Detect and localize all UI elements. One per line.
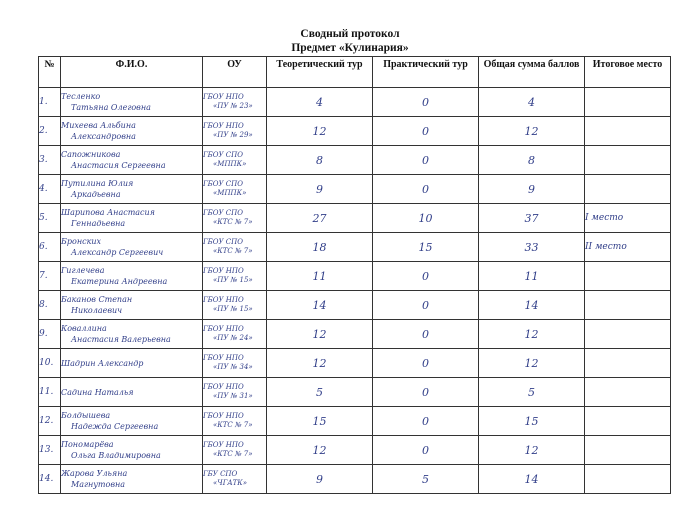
school-name bbox=[203, 175, 267, 204]
school-name bbox=[203, 436, 267, 465]
participant-name bbox=[61, 349, 203, 378]
school-name bbox=[203, 349, 267, 378]
participant-name-line2: Екатерина Андреевна bbox=[71, 277, 168, 286]
school-name-line2: «КТС № 7» bbox=[213, 247, 253, 255]
participant-name-line2: Татьяна Олеговна bbox=[71, 103, 151, 112]
participant-name-line1: Сапожникова bbox=[61, 150, 121, 159]
school-name-line1: ГБУ СПО bbox=[203, 470, 238, 478]
final-place bbox=[585, 291, 671, 320]
participant-name bbox=[61, 233, 203, 262]
row-number: 12. bbox=[39, 407, 61, 436]
final-place bbox=[585, 349, 671, 378]
participant-name-line2: Александровна bbox=[71, 132, 136, 141]
participant-name-line2: Николаевич bbox=[71, 306, 123, 315]
practice-score: 0 bbox=[373, 291, 479, 320]
theory-score: 8 bbox=[267, 146, 373, 175]
participant-name bbox=[61, 436, 203, 465]
total-score: 12 bbox=[479, 436, 585, 465]
practice-score: 10 bbox=[373, 204, 479, 233]
row-number: 11. bbox=[39, 378, 61, 407]
participant-name-line1: Пономарёва bbox=[61, 440, 114, 449]
final-place bbox=[585, 378, 671, 407]
total-score: 9 bbox=[479, 175, 585, 204]
row-number: 10. bbox=[39, 349, 61, 378]
row-number: 8. bbox=[39, 291, 61, 320]
school-name-line1: ГБОУ НПО bbox=[203, 122, 244, 130]
header-total: Общая сумма баллов bbox=[479, 57, 585, 88]
school-name-line2: «КТС № 7» bbox=[213, 421, 253, 429]
theory-score: 9 bbox=[267, 465, 373, 494]
practice-score: 0 bbox=[373, 117, 479, 146]
participant-name-line2: Геннадьевна bbox=[71, 219, 126, 228]
school-name-line2: «МППК» bbox=[213, 160, 247, 168]
school-name-line2: «ПУ № 29» bbox=[213, 131, 253, 139]
table-row bbox=[39, 175, 671, 204]
participant-name-line1: Тесленко bbox=[61, 92, 101, 101]
table-row bbox=[39, 436, 671, 465]
final-place: II место bbox=[585, 233, 671, 262]
total-score: 14 bbox=[479, 291, 585, 320]
header-num: № bbox=[39, 57, 61, 88]
table-row bbox=[39, 465, 671, 494]
participant-name bbox=[61, 378, 203, 407]
theory-score: 5 bbox=[267, 378, 373, 407]
table-row bbox=[39, 291, 671, 320]
school-name-line1: ГБОУ НПО bbox=[203, 441, 244, 449]
final-place bbox=[585, 146, 671, 175]
school-name-line1: ГБОУ НПО bbox=[203, 325, 244, 333]
table-row bbox=[39, 320, 671, 349]
final-place: I место bbox=[585, 204, 671, 233]
participant-name-line2: Анастасия Валерьевна bbox=[71, 335, 171, 344]
row-number: 1. bbox=[39, 88, 61, 117]
theory-score: 18 bbox=[267, 233, 373, 262]
school-name bbox=[203, 204, 267, 233]
total-score: 15 bbox=[479, 407, 585, 436]
participant-name-line1: Коваллина bbox=[61, 324, 107, 333]
participant-name bbox=[61, 146, 203, 175]
theory-score: 12 bbox=[267, 436, 373, 465]
participant-name bbox=[61, 117, 203, 146]
row-number: 13. bbox=[39, 436, 61, 465]
school-name-line1: ГБОУ СПО bbox=[203, 180, 244, 188]
row-number: 14. bbox=[39, 465, 61, 494]
total-score: 14 bbox=[479, 465, 585, 494]
school-name-line1: ГБОУ СПО bbox=[203, 209, 244, 217]
participant-name-line1: Гиглечева bbox=[61, 266, 105, 275]
practice-score: 0 bbox=[373, 349, 479, 378]
table-row bbox=[39, 262, 671, 291]
document-subject: Предмет «Кулинария» bbox=[291, 42, 409, 54]
row-number: 9. bbox=[39, 320, 61, 349]
final-place bbox=[585, 436, 671, 465]
participant-name bbox=[61, 204, 203, 233]
school-name-line2: «ПУ № 24» bbox=[213, 334, 253, 342]
theory-score: 12 bbox=[267, 117, 373, 146]
theory-score: 11 bbox=[267, 262, 373, 291]
school-name bbox=[203, 291, 267, 320]
participant-name-line1: Михеева Альбина bbox=[61, 121, 136, 130]
school-name bbox=[203, 146, 267, 175]
row-number: 3. bbox=[39, 146, 61, 175]
total-score: 12 bbox=[479, 349, 585, 378]
practice-score: 15 bbox=[373, 233, 479, 262]
theory-score: 12 bbox=[267, 349, 373, 378]
school-name bbox=[203, 88, 267, 117]
total-score: 37 bbox=[479, 204, 585, 233]
final-place bbox=[585, 407, 671, 436]
school-name-line1: ГБОУ СПО bbox=[203, 151, 244, 159]
results-table bbox=[38, 56, 671, 494]
final-place bbox=[585, 175, 671, 204]
school-name-line2: «ПУ № 23» bbox=[213, 102, 253, 110]
document-title: Сводный протокол bbox=[300, 28, 400, 40]
practice-score: 0 bbox=[373, 378, 479, 407]
participant-name-line1: Путилина Юлия bbox=[61, 179, 134, 188]
participant-name-line2: Надежда Сергеевна bbox=[71, 422, 159, 431]
table-header-row bbox=[39, 57, 671, 88]
school-name-line1: ГБОУ НПО bbox=[203, 267, 244, 275]
total-score: 33 bbox=[479, 233, 585, 262]
participant-name-line2: Александр Сергеевич bbox=[71, 248, 164, 257]
participant-name bbox=[61, 407, 203, 436]
participant-name-line1: Бронских bbox=[61, 237, 102, 246]
participant-name-line1: Шадрин Александр bbox=[61, 358, 144, 368]
practice-score: 0 bbox=[373, 146, 479, 175]
practice-score: 0 bbox=[373, 88, 479, 117]
participant-name bbox=[61, 465, 203, 494]
table-row bbox=[39, 349, 671, 378]
participant-name-line1: Жарова Ульяна bbox=[61, 469, 128, 478]
participant-name-line2: Ольга Владимировна bbox=[71, 451, 161, 460]
school-name-line1: ГБОУ НПО bbox=[203, 296, 244, 304]
participant-name bbox=[61, 262, 203, 291]
participant-name-line2: Анастасия Сергеевна bbox=[71, 161, 166, 170]
participant-name-line2: Магнутовна bbox=[71, 480, 126, 489]
row-number: 2. bbox=[39, 117, 61, 146]
table-row bbox=[39, 378, 671, 407]
theory-score: 12 bbox=[267, 320, 373, 349]
school-name-line2: «МППК» bbox=[213, 189, 247, 197]
school-name-line1: ГБОУ СПО bbox=[203, 238, 244, 246]
school-name-line1: ГБОУ НПО bbox=[203, 93, 244, 101]
school-name-line2: «ЧГАТК» bbox=[213, 479, 247, 487]
school-name bbox=[203, 320, 267, 349]
school-name bbox=[203, 117, 267, 146]
row-number: 6. bbox=[39, 233, 61, 262]
school-name-line2: «ПУ № 15» bbox=[213, 305, 253, 313]
school-name bbox=[203, 262, 267, 291]
header-practice: Практический тур bbox=[373, 57, 479, 88]
theory-score: 27 bbox=[267, 204, 373, 233]
total-score: 4 bbox=[479, 88, 585, 117]
final-place bbox=[585, 117, 671, 146]
participant-name bbox=[61, 175, 203, 204]
practice-score: 0 bbox=[373, 320, 479, 349]
participant-name-line2: Аркадьевна bbox=[71, 190, 121, 199]
row-number: 4. bbox=[39, 175, 61, 204]
total-score: 8 bbox=[479, 146, 585, 175]
theory-score: 4 bbox=[267, 88, 373, 117]
header-theory: Теоретический тур bbox=[267, 57, 373, 88]
school-name-line2: «КТС № 7» bbox=[213, 450, 253, 458]
school-name-line1: ГБОУ НПО bbox=[203, 412, 244, 420]
participant-name-line1: Болдышева bbox=[61, 411, 111, 420]
school-name-line2: «КТС № 7» bbox=[213, 218, 253, 226]
final-place bbox=[585, 262, 671, 291]
participant-name bbox=[61, 291, 203, 320]
total-score: 11 bbox=[479, 262, 585, 291]
theory-score: 14 bbox=[267, 291, 373, 320]
practice-score: 0 bbox=[373, 262, 479, 291]
school-name-line1: ГБОУ НПО bbox=[203, 383, 244, 391]
final-place bbox=[585, 465, 671, 494]
total-score: 12 bbox=[479, 117, 585, 146]
table-row bbox=[39, 88, 671, 117]
school-name-line2: «ПУ № 34» bbox=[213, 363, 253, 371]
theory-score: 9 bbox=[267, 175, 373, 204]
school-name-line1: ГБОУ НПО bbox=[203, 354, 244, 362]
participant-name-line1: Баканов Степан bbox=[61, 295, 133, 304]
table-row bbox=[39, 146, 671, 175]
table-row bbox=[39, 117, 671, 146]
table-row bbox=[39, 407, 671, 436]
practice-score: 5 bbox=[373, 465, 479, 494]
school-name-line2: «ПУ № 15» bbox=[213, 276, 253, 284]
theory-score: 15 bbox=[267, 407, 373, 436]
total-score: 12 bbox=[479, 320, 585, 349]
participant-name bbox=[61, 88, 203, 117]
school-name-line2: «ПУ № 31» bbox=[213, 392, 253, 400]
row-number: 7. bbox=[39, 262, 61, 291]
practice-score: 0 bbox=[373, 175, 479, 204]
final-place bbox=[585, 88, 671, 117]
header-ou: ОУ bbox=[203, 57, 267, 88]
school-name bbox=[203, 378, 267, 407]
final-place bbox=[585, 320, 671, 349]
school-name bbox=[203, 465, 267, 494]
school-name bbox=[203, 407, 267, 436]
practice-score: 0 bbox=[373, 407, 479, 436]
school-name bbox=[203, 233, 267, 262]
participant-name-line1: Шарипова Анастасия bbox=[61, 208, 155, 217]
table-row bbox=[39, 233, 671, 262]
row-number: 5. bbox=[39, 204, 61, 233]
participant-name bbox=[61, 320, 203, 349]
header-fio: Ф.И.О. bbox=[61, 57, 203, 88]
total-score: 5 bbox=[479, 378, 585, 407]
participant-name-line1: Садина Наталья bbox=[61, 387, 134, 397]
header-place: Итоговое место bbox=[585, 57, 671, 88]
practice-score: 0 bbox=[373, 436, 479, 465]
table-row bbox=[39, 204, 671, 233]
